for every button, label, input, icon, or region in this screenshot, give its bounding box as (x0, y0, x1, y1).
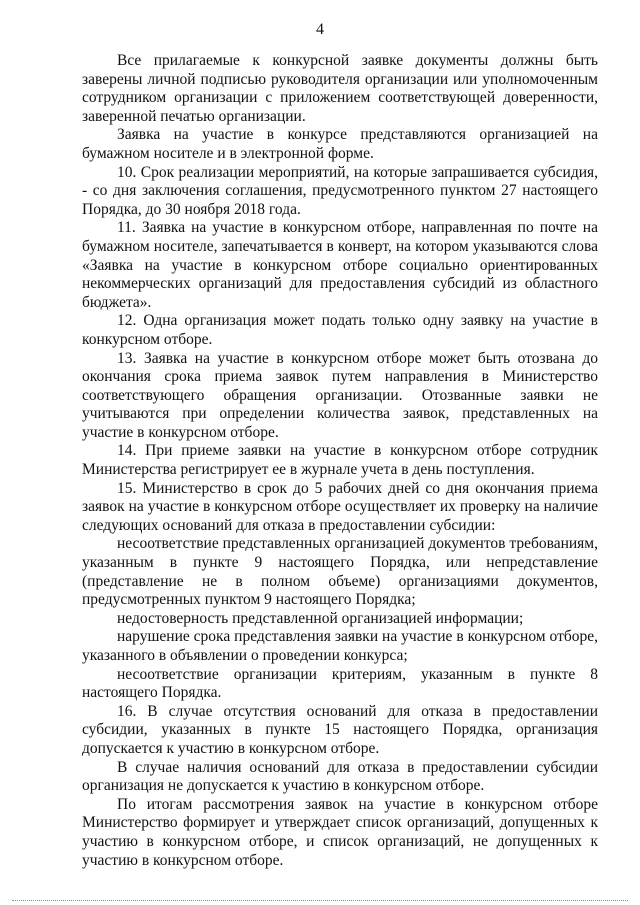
paragraph-15: 15. Министерство в срок до 5 рабочих дней со дня окончания приема заявок на участие в конкурсном отборе осуществляет их проверку на наличие следующих оснований для отказа в предоставлении субсидии: (82, 479, 598, 534)
paragraph-11: 11. Заявка на участие в конкурсном отборе, направленная по почте на бумажном носителе, запечатывается в конверт, на котором указываются слова «Заявка на участие в конкурсном отборе социально ориентированных некоммерческих организаций для предоставления субсидий из областного бюджета». (82, 219, 598, 311)
paragraph-10: 10. Срок реализации мероприятий, на которые запрашивается субсидия, - со дня заключения соглашения, предусмотренного пунктом 27 настоящего Порядка, до 30 ноября 2018 года. (82, 163, 598, 218)
document-body (82, 52, 598, 870)
paragraph-15-item-3: нарушение срока представления заявки на участие в конкурсном отборе, указанного в объявлении о проведении конкурса; (82, 628, 598, 664)
paragraph-15-item-1: несоответствие представленных организацией документов требованиям, указанным в пункте 9 настоящего Порядка, или непредставление (представление не в полном объеме) организациями документов, предусмотренных пунктом 9 настоящего Порядка; (82, 535, 598, 609)
paragraph-12: 12. Одна организация может подать только одну заявку на участие в конкурсном отборе. (82, 312, 598, 348)
paragraph-15-item-2: недостоверность представленной организацией информации; (117, 609, 524, 627)
paragraph-16-results: По итогам рассмотрения заявок на участие в конкурсном отборе Министерство формирует и утверждает список организаций, допущенных к участию в конкурсном отборе, и список организаций, не допущенных к участию в конкурсном отборе. (82, 795, 598, 869)
paragraph-certification: Все прилагаемые к конкурсной заявке документы должны быть заверены личной подписью руководителя организации или уполномоченным сотрудником организации с приложением соответствующей доверенности, заверенной печатью организации. (82, 52, 598, 125)
paragraph-16: 16. В случае отсутствия оснований для отказа в предоставлении субсидии, указанных в пункте 15 настоящего Порядка, организация допускается к участию в конкурсном отборе. (82, 702, 598, 757)
paragraph-14: 14. При приеме заявки на участие в конкурсном отборе сотрудник Министерства регистрирует ее в журнале учета в день поступления. (82, 442, 598, 479)
bottom-rule (12, 900, 628, 901)
paragraph-13: 13. Заявка на участие в конкурсном отборе может быть отозвана до окончания срока приема заявок путем направления в Министерство соответствующего обращения организации. Отозванные заявки не учитываются при определении количества заявок, представленных на участие в конкурсном отборе. (82, 349, 598, 441)
paragraph-15-item-4: несоответствие организации критериям, указанным в пункте 8 настоящего Порядка. (82, 665, 598, 702)
paragraph-submission-format: Заявка на участие в конкурсе представляются организацией на бумажном носителе и в электронной форме. (82, 126, 598, 162)
paragraph-16-refusal: В случае наличия оснований для отказа в предоставлении субсидии организация не допускается к участию в конкурсном отборе. (82, 758, 598, 795)
page-number: 4 (316, 21, 324, 38)
